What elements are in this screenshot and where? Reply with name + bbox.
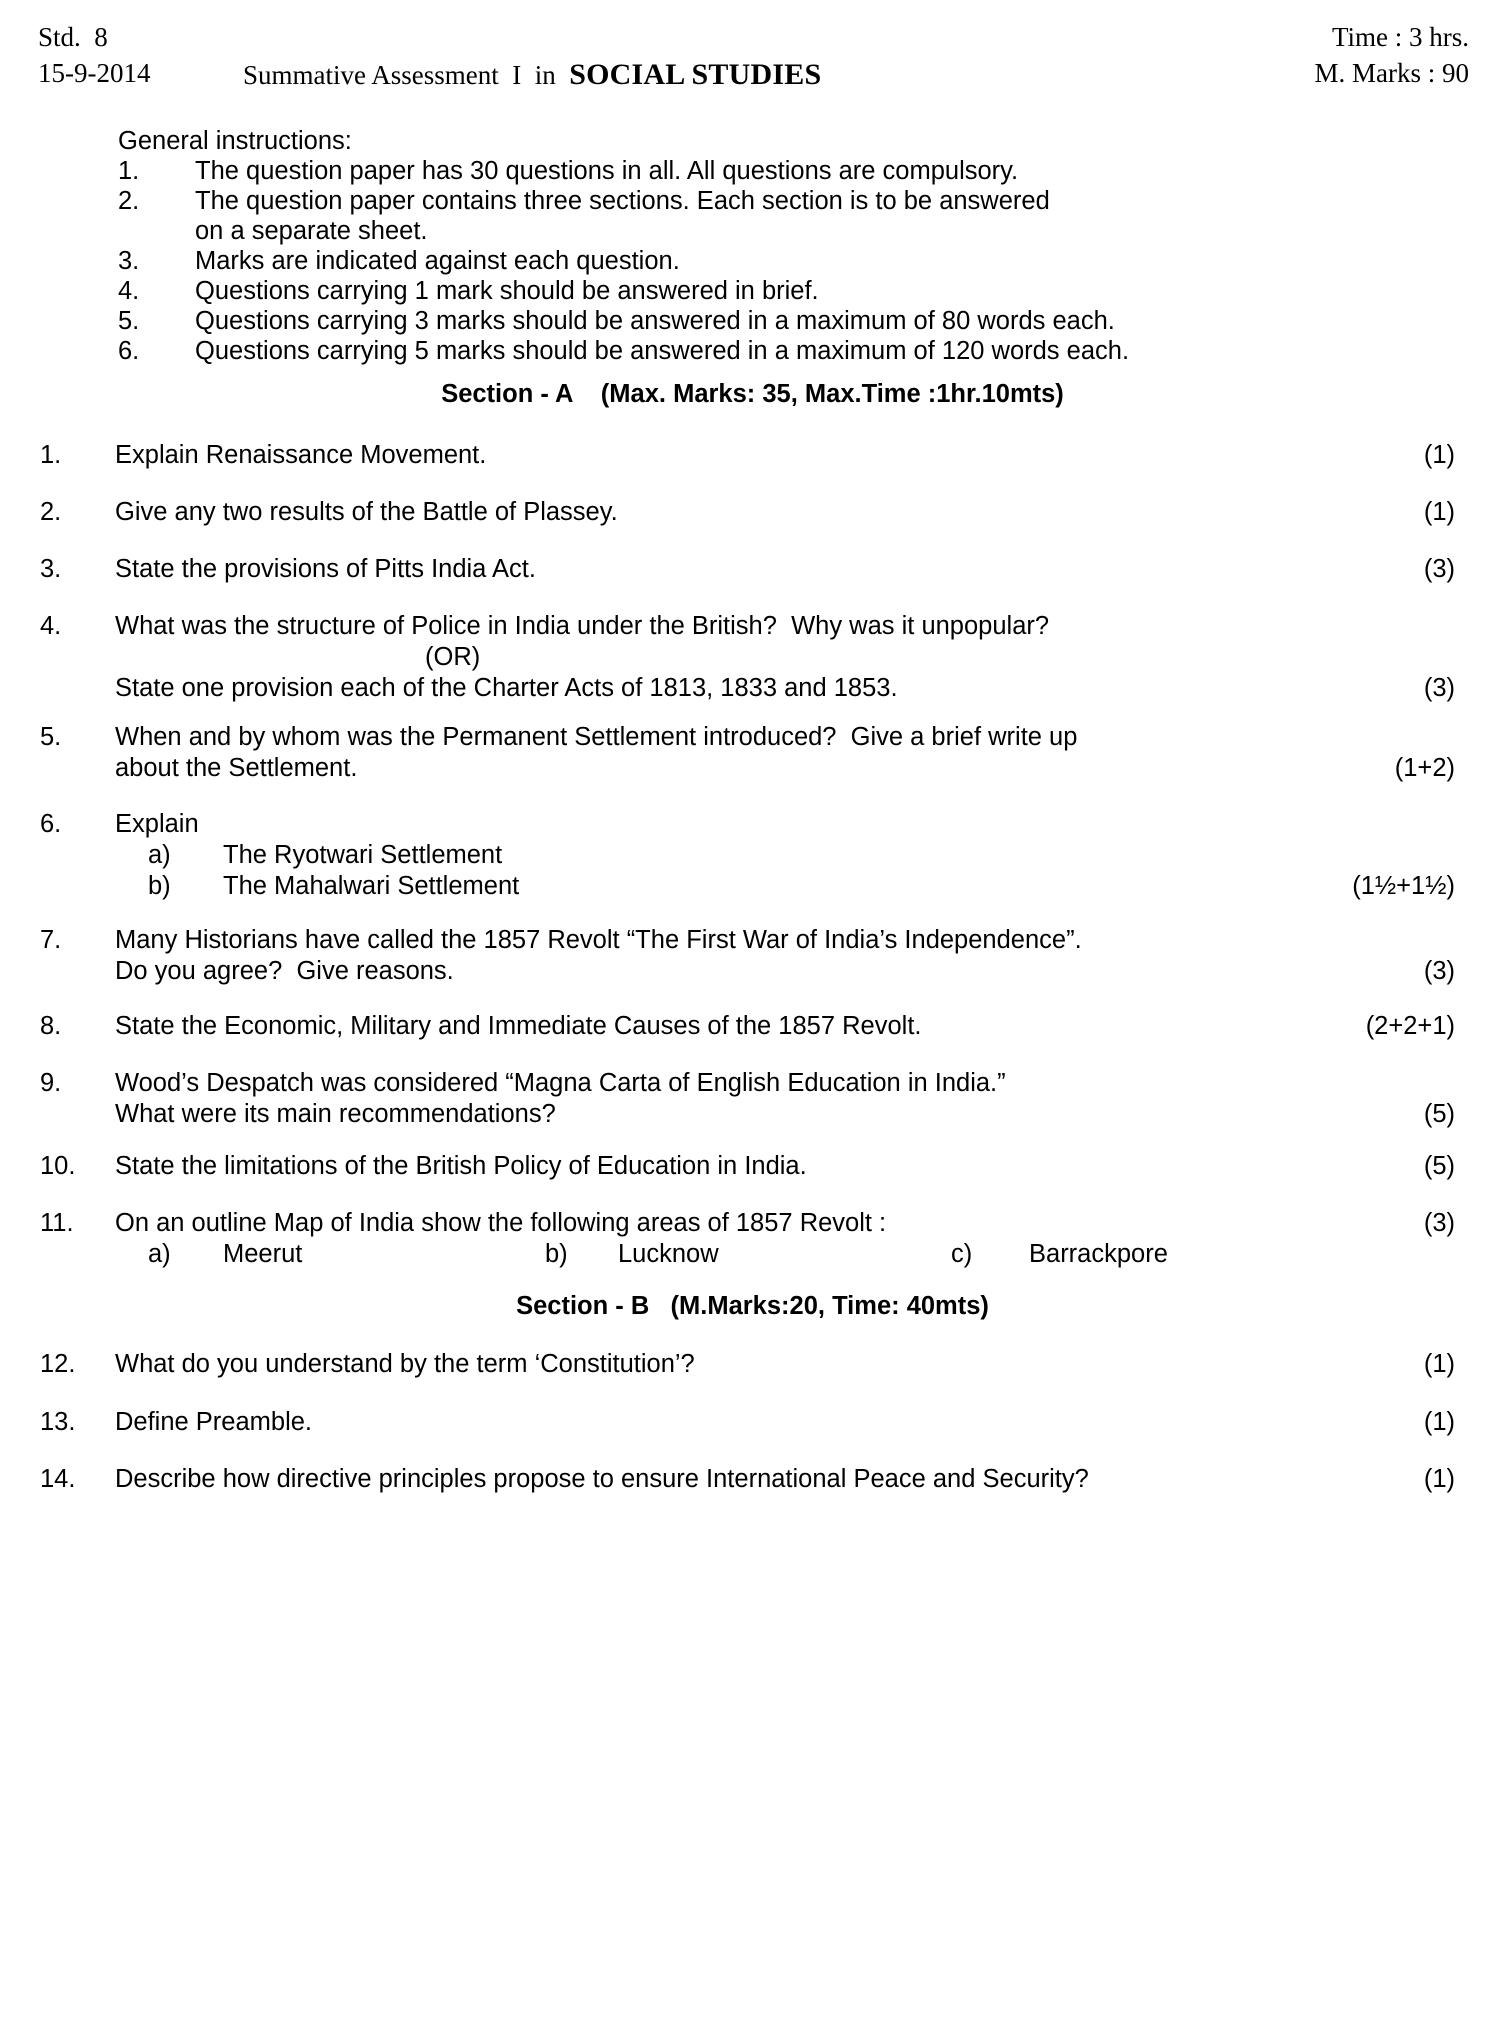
- instruction-text: Questions carrying 3 marks should be answered in a maximum of 80 words each.: [195, 307, 1115, 335]
- instruction-item: [0, 276, 1505, 306]
- header-row-2: [0, 58, 1505, 94]
- max-marks-label: M. Marks : 90: [1314, 58, 1469, 88]
- standard-label: Std. 8: [38, 22, 108, 52]
- time-label: Time : 3 hrs.: [1331, 22, 1469, 52]
- question-text: Wood’s Despatch was considered “Magna Carta of English Education in India.”: [115, 1069, 1006, 1097]
- question-text: On an outline Map of India show the following areas of 1857 Revolt :: [115, 1209, 887, 1237]
- question-marks: (1+2): [1394, 754, 1455, 782]
- question-sub-item: [115, 871, 1335, 902]
- question-text: When and by whom was the Permanent Settlement introduced? Give a brief write up: [115, 723, 1078, 751]
- exam-title-prefix: Summative Assessment I in: [243, 60, 570, 90]
- instruction-item: [0, 186, 1505, 216]
- instruction-item-continuation: [0, 216, 1505, 246]
- question-text: Define Preamble.: [115, 1408, 313, 1436]
- sub-item-text: The Ryotwari Settlement: [223, 841, 503, 869]
- question-marks: (3): [1423, 957, 1455, 985]
- question-alternative-text: State one provision each of the Charter Acts of 1813, 1833 and 1853.: [115, 674, 898, 702]
- sub-item-text: The Mahalwari Settlement: [223, 872, 520, 900]
- question-body: [115, 1407, 1335, 1438]
- question-marks: (3): [1423, 674, 1455, 702]
- question-number: 6.: [40, 810, 62, 838]
- subject-title: SOCIAL STUDIES: [569, 58, 822, 91]
- instructions-title: General instructions:: [118, 127, 352, 155]
- instruction-item: [0, 336, 1505, 366]
- question-number: 4.: [40, 612, 62, 640]
- sub-item-label: b): [148, 872, 171, 900]
- question-body: [115, 440, 1335, 471]
- instruction-text: The question paper contains three sections. Each section is to be answered: [195, 187, 1050, 215]
- sub-item-text: Meerut: [223, 1240, 303, 1268]
- instruction-number: 3.: [118, 247, 140, 275]
- question-body: [115, 1208, 1335, 1270]
- question-marks: (1): [1423, 441, 1455, 469]
- question-marks: (3): [1423, 1209, 1455, 1237]
- question-marks: (1): [1423, 498, 1455, 526]
- question-marks: (1): [1423, 1408, 1455, 1436]
- question-text: Many Historians have called the 1857 Revolt “The First War of India’s Independence”.: [115, 926, 1082, 954]
- sub-item-label: b): [545, 1240, 568, 1268]
- instruction-text: Marks are indicated against each question.: [195, 247, 680, 275]
- question-text: State the provisions of Pitts India Act.: [115, 555, 536, 583]
- general-instructions: [0, 126, 1505, 366]
- question-marks: (1): [1423, 1465, 1455, 1493]
- question-number: 13.: [40, 1408, 76, 1436]
- question-number: 10.: [40, 1152, 76, 1180]
- question-number: 14.: [40, 1465, 76, 1493]
- instruction-number: 6.: [118, 337, 140, 365]
- question-number: 7.: [40, 926, 62, 954]
- instruction-item: [0, 156, 1505, 186]
- question-text: What do you understand by the term ‘Constitution’?: [115, 1350, 695, 1378]
- question-body: [115, 1011, 1335, 1042]
- question-body: [115, 497, 1335, 528]
- question-number: 3.: [40, 555, 62, 583]
- question-number: 5.: [40, 723, 62, 751]
- question-body: [115, 1349, 1335, 1380]
- question-body: [115, 1464, 1335, 1495]
- question-text-continued: What were its main recommendations?: [115, 1100, 556, 1128]
- question-text-continued: Do you agree? Give reasons.: [115, 957, 454, 985]
- question-text: What was the structure of Police in India under the British? Why was it unpopular?: [115, 612, 1050, 640]
- question-marks: (2+2+1): [1365, 1012, 1455, 1040]
- exam-title: [243, 58, 821, 92]
- question-marks: (5): [1423, 1100, 1455, 1128]
- question-text-continued: about the Settlement.: [115, 754, 358, 782]
- instruction-item: [0, 246, 1505, 276]
- section-b-heading: Section - B (M.Marks:20, Time: 40mts): [516, 1292, 989, 1320]
- question-number: 9.: [40, 1069, 62, 1097]
- question-number: 11.: [40, 1209, 74, 1237]
- question-text: State the limitations of the British Policy of Education in India.: [115, 1152, 807, 1180]
- question-body: [115, 809, 1335, 902]
- page-header: [0, 22, 1505, 94]
- question-number: 2.: [40, 498, 62, 526]
- instruction-text: The question paper has 30 questions in all. All questions are compulsory.: [195, 157, 1019, 185]
- question-body: [115, 1068, 1335, 1130]
- sub-item-label: c): [951, 1240, 973, 1268]
- sub-item-label: a): [148, 841, 171, 869]
- question-number: 12.: [40, 1350, 76, 1378]
- instruction-number: 2.: [118, 187, 140, 215]
- question-text: Give any two results of the Battle of Plassey.: [115, 498, 618, 526]
- question-marks: (1): [1423, 1350, 1455, 1378]
- question-sub-item: [115, 840, 1335, 871]
- question-text: Explain Renaissance Movement.: [115, 441, 487, 469]
- question-body: [115, 1151, 1335, 1182]
- question-sub-item-row: [115, 1239, 1335, 1270]
- question-text: Describe how directive principles propose to ensure International Peace and Security?: [115, 1465, 1089, 1493]
- question-body: [115, 554, 1335, 585]
- question-number: 1.: [40, 441, 62, 469]
- header-row-1: [0, 22, 1505, 58]
- date-label: 15-9-2014: [38, 58, 151, 88]
- question-marks: (1½+1½): [1352, 872, 1455, 900]
- instruction-number: 1.: [118, 157, 140, 185]
- question-or-label: (OR): [425, 643, 481, 671]
- instruction-number: 5.: [118, 307, 140, 335]
- question-body: [115, 611, 1335, 704]
- question-text: State the Economic, Military and Immediate Causes of the 1857 Revolt.: [115, 1012, 922, 1040]
- instruction-text: Questions carrying 5 marks should be answered in a maximum of 120 words each.: [195, 337, 1130, 365]
- instruction-number: 4.: [118, 277, 140, 305]
- question-marks: (3): [1423, 555, 1455, 583]
- sub-item-text: Barrackpore: [1029, 1240, 1168, 1268]
- sub-item-text: Lucknow: [618, 1240, 719, 1268]
- question-number: 8.: [40, 1012, 62, 1040]
- question-body: [115, 925, 1335, 987]
- instruction-text-continued: on a separate sheet.: [195, 217, 428, 245]
- instruction-item: [0, 306, 1505, 336]
- sub-item-label: a): [148, 1240, 171, 1268]
- question-marks: (5): [1423, 1152, 1455, 1180]
- question-text: Explain: [115, 810, 199, 838]
- question-body: [115, 722, 1335, 784]
- instruction-text: Questions carrying 1 mark should be answered in brief.: [195, 277, 819, 305]
- section-a-heading: Section - A (Max. Marks: 35, Max.Time :1hr.10mts): [441, 380, 1064, 408]
